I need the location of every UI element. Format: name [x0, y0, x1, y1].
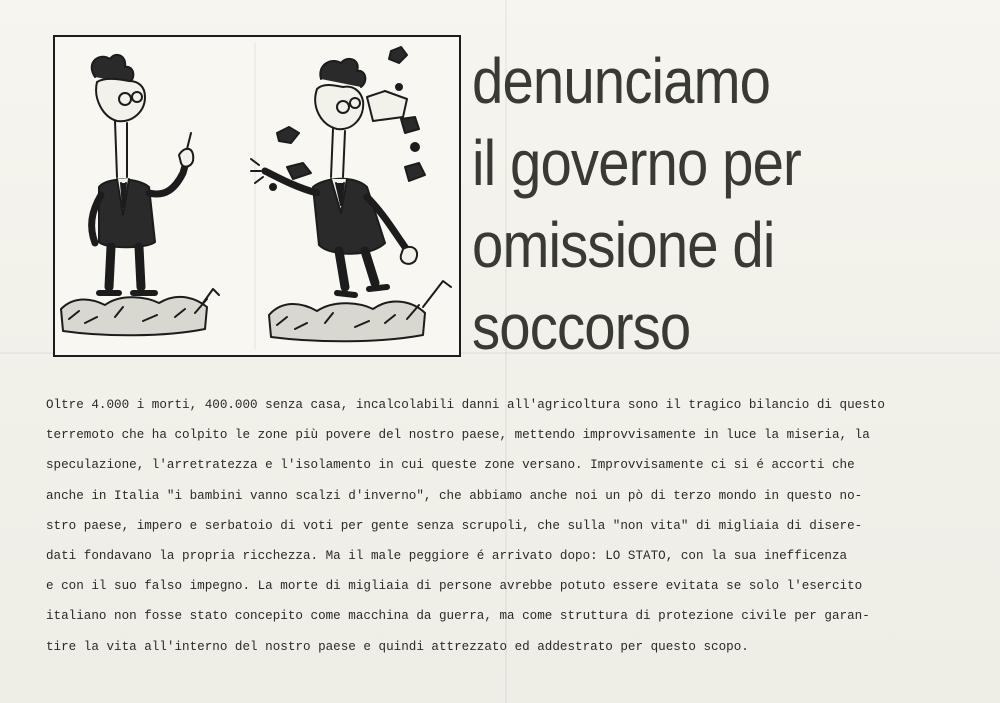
body-line: italiano non fosse stato concepito come macchina da guerra, ma come struttura di protezione civile per garan- [46, 609, 870, 624]
body-line: stro paese, impero e serbatoio di voti per gente senza scrupoli, che sulla "non vita" di migliaia di disere- [46, 518, 863, 533]
cartoon-panel [53, 35, 461, 357]
body-line: dati fondavano la propria ricchezza. Ma il male peggiore é arrivato dopo: LO STATO, con la sua inefficenza [46, 549, 848, 564]
body-line: e con il suo falso impegno. La morte di migliaia di persone avrebbe potuto essere evitata se solo l'esercito [46, 579, 863, 594]
headline-line: omissione di [472, 209, 775, 281]
politician-figure-falling [251, 47, 451, 341]
body-line: terremoto che ha colpito le zone più povere del nostro paese, mettendo improvvisamente in luce la miseria, la [46, 428, 870, 443]
politician-figure-standing [61, 55, 219, 335]
headline-line: il governo per [472, 127, 801, 199]
headline [472, 40, 801, 368]
body-line: tire la vita all'interno del nostro paese e quindi attrezzato ed addestrato per questo scopo. [46, 639, 749, 654]
body-paragraph [46, 390, 996, 662]
body-line: Oltre 4.000 i morti, 400.000 senza casa, incalcolabili danni all'agricoltura sono il tragico bilancio di questo [46, 398, 885, 412]
body-line: anche in Italia "i bambini vanno scalzi d'inverno", che abbiamo anche noi un pò di terzo mondo in questo no- [46, 488, 863, 503]
cartoon-illustration [55, 37, 459, 355]
body-line: speculazione, l'arretratezza e l'isolamento in cui queste zone versano. Improvvisamente ci si é accorti che [46, 458, 855, 473]
headline-line: soccorso [472, 291, 691, 363]
headline-line: denunciamo [472, 45, 771, 117]
